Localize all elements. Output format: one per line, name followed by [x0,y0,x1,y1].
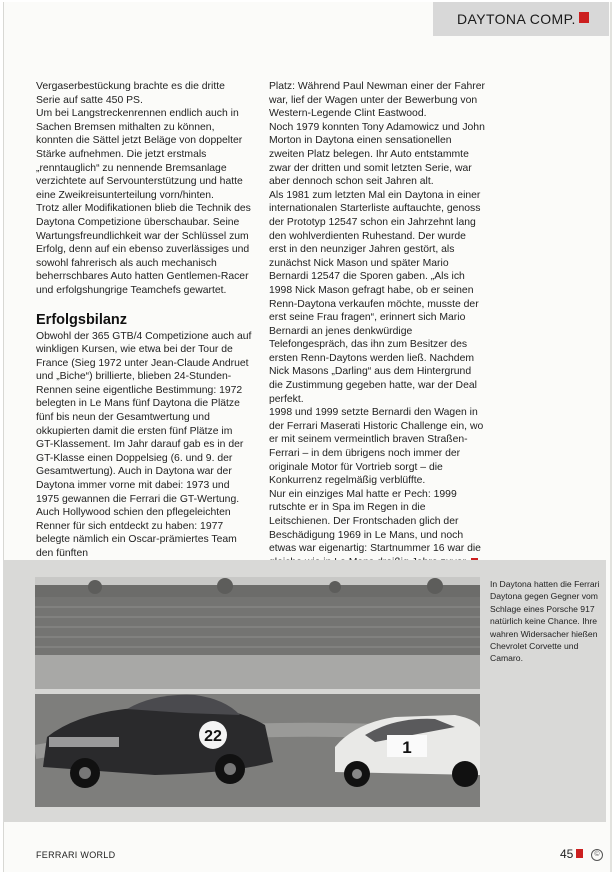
right-paragraph-2: Noch 1979 konnten Tony Adamowicz und John Morton in Daytona einen sensationellen zweiten Platz belegen. Ihr Auto entstammte zwar der dritten und somit letzten Serie, war aber dennoch schon seit Jahren alt. [269,121,485,188]
left-paragraph-1: Vergaserbestückung brachte es die dritte Serie auf satte 450 PS. [36,81,225,106]
left-paragraph-5: Auch Hollywood schien den pflegeleichten Renner für sich entdeckt zu haben: 1977 belegte nämlich ein Oscar-prämiertes Team den fünften [36,507,237,559]
right-paragraph-4: 1998 und 1999 setzte Bernardi den Wagen in der Ferrari Maserati Historic Challenge ein, wo er mit seinem vermeintlich braven Straßen-Ferrari – in dem übrigens noch immer der originale Motor für Vortrieb sorgt – die Konkurrenz regelmäßig verblüffte. [269,407,484,487]
copyright-icon: © [591,849,603,861]
left-paragraph-2: Um bei Langstreckenrennen endlich auch in Sachen Bremsen mithalten zu können, konnten die Sättel jetzt Beläge von doppelter Stärke aufnehmen. Die jetzt erstmals „renntauglich“ zu nennende Bremsanlage verzichtete auf Servounterstützung und hatte eine Zweikreisunterteilung vorn/hinten. [36,108,243,201]
footer-accent-square [576,849,583,858]
photo-grandstand [35,597,480,655]
left-paragraph-3: Trotz aller Modifikationen blieb die Technik des Daytona Competizione überschaubar. Seine Wartungsfreundlichkeit war der Schlüssel zum Erfolg, denn auf ein ebenso zuverlässiges und sowohl fahrerisch als auch mechanisch beherrschbares Auto hatten Gentlemen-Racer und erfolgshungrige Teamchefs gewartet. [36,203,251,296]
photo-caption: In Daytona hatten die Ferrari Daytona gegen Gegner vom Schlage eines Porsche 917 natürlich keine Chance. Ihre wahren Widersacher hießen Chevrolet Corvette und Camaro. [490,579,600,664]
footer-page-number: 45 [560,847,574,861]
left-text-column [36,80,252,561]
photo-barrier [35,689,480,694]
car-number-1: 1 [402,738,412,757]
section-heading-erfolgsbilanz: Erfolgsbilanz [36,311,128,328]
race-photo [35,577,480,807]
right-text-column [269,80,485,569]
right-paragraph-1: Platz: Während Paul Newman einer der Fahrer war, lief der Wagen unter der Bewerbung von Western-Legende Clint Eastwood. [269,81,485,120]
running-header-title: DAYTONA COMP. [457,11,576,27]
left-paragraph-4: Obwohl der 365 GTB/4 Competizione auch auf winkligen Kursen, wie etwa bei der Tour de France (Sieg 1972 unter Jean-Claude Andruet und „Biche“) brillierte, blieben 24-Stunden-Rennen seine eigentliche Bestimmung: 1972 belegten in Le Mans fünf Daytona die Plätze fünf bis neun der Gesamtwertung und okkupierten damit die ersten fünf Plätze im GT-Klassement. Im Jahr darauf gab es in der GT-Klasse einen Doppelsieg (6. und 9. der Gesamtwertung). Auch in Daytona war der Daytona immer vorne mit dabei: 1973 und 1975 gewannen die Ferrari die GT-Wertung. [36,330,252,505]
right-paragraph-5-text: Nur ein einziges Mal hatte er Pech: 1999 rutschte er in Spa im Regen in die Leitschienen. Der Frontschaden glich der Beschädigung 1969 in Le Mans, und noch etwas war eigenartig: Startnummer 16 war die [269,488,481,555]
car-number-22: 22 [204,728,222,745]
header-accent-square [579,12,589,23]
photo-infield [35,655,480,693]
footer-magazine-name: FERRARI WORLD [36,850,116,860]
right-paragraph-5 [269,488,485,570]
right-paragraph-3: Als 1981 zum letzten Mal ein Daytona in einer internationalen Starterliste auftauchte, genoss der Prototyp 12547 schon ein Jahrzehnt lang den wohlverdienten Ruhestand. Der wurde erst in den neunziger Jahren gestört, als zunächst Nick Mason und später Mario Bernardi 12547 die Sporen gaben. „Als ich 1998 Nick Mason gefragt habe, ob er seinen Renn-Daytona verkaufen möchte, musste der erst seine Frau fragen“, erinnert sich Mario Bernardi an jenes denkwürdige Telefongespräch, das ihn zum Besitzer des ersten Renn-Daytons werden ließ. Nachdem Nick Masons „Darling“ aus dem Hintergrund die Zustimmung gegeben hatte, war der Deal perfekt. [269,189,481,405]
